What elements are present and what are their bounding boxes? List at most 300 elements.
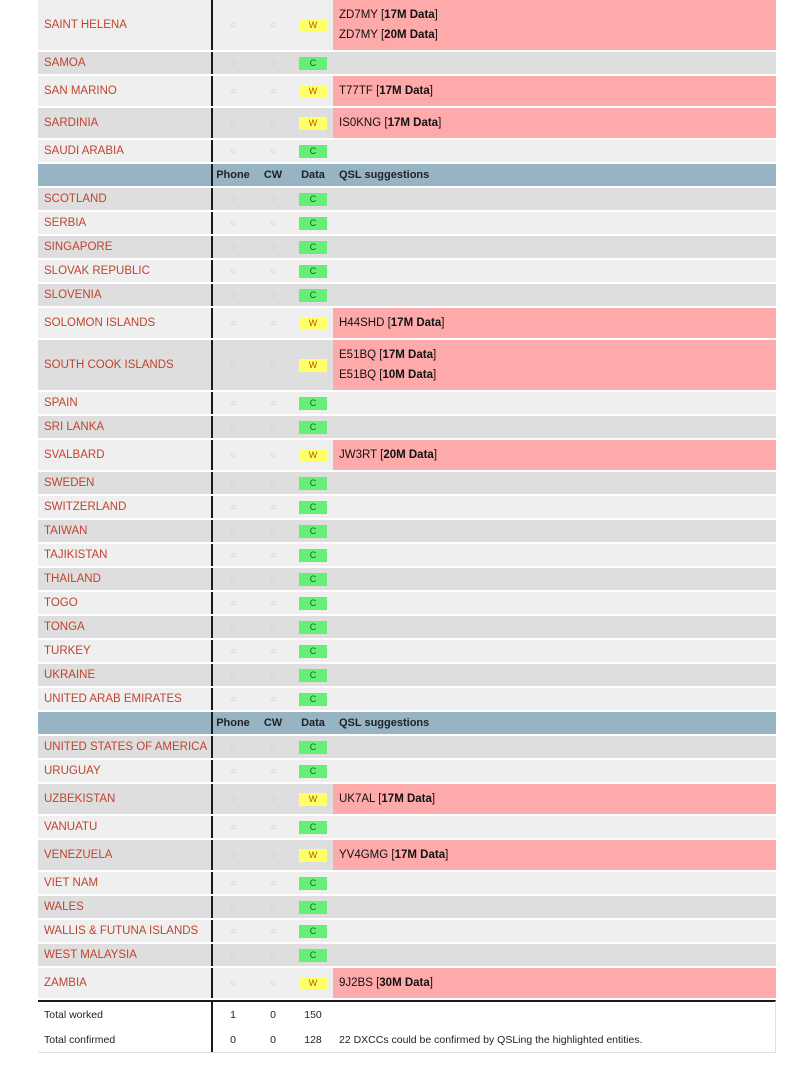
phone-status: ○ bbox=[211, 472, 253, 494]
qsl-suggestion bbox=[339, 369, 436, 381]
bracket: [ bbox=[377, 29, 385, 42]
data-status-cell bbox=[293, 616, 333, 638]
total-worked-cw: 0 bbox=[253, 1002, 293, 1027]
phone-status: ○ bbox=[211, 568, 253, 590]
cw-status: ○ bbox=[253, 0, 293, 50]
entity-name[interactable]: SLOVENIA bbox=[38, 284, 211, 306]
confirmed-badge: C bbox=[299, 549, 327, 562]
qsl-suggestions bbox=[333, 640, 776, 662]
confirmed-badge: C bbox=[299, 421, 327, 434]
qsl-callsign: E51BQ bbox=[339, 348, 377, 361]
bracket: ] bbox=[438, 117, 442, 129]
qsl-summary-note: 22 DXCCs could be confirmed by QSLing the highlighted entities. bbox=[333, 1027, 775, 1052]
table-row bbox=[38, 736, 776, 760]
data-status-cell bbox=[293, 944, 333, 966]
qsl-suggestion bbox=[339, 317, 444, 329]
phone-status: ○ bbox=[211, 188, 253, 210]
entity-name[interactable]: VANUATU bbox=[38, 816, 211, 838]
phone-status: ○ bbox=[211, 0, 253, 50]
confirmed-badge: C bbox=[299, 525, 327, 538]
column-header-data: Data bbox=[293, 712, 333, 734]
qsl-suggestion bbox=[339, 849, 448, 861]
qsl-band-mode: 20M Data bbox=[383, 449, 434, 461]
qsl-band-mode: 10M Data bbox=[382, 369, 433, 382]
table-row bbox=[38, 392, 776, 416]
qsl-callsign: ZD7MY bbox=[339, 29, 378, 42]
bracket: ] bbox=[434, 29, 438, 42]
phone-status: ○ bbox=[211, 664, 253, 686]
column-header-phone: Phone bbox=[211, 712, 253, 734]
qsl-suggestions bbox=[333, 308, 776, 338]
data-status-cell bbox=[293, 0, 333, 50]
data-status-cell bbox=[293, 896, 333, 918]
phone-status: ○ bbox=[211, 308, 253, 338]
phone-status: ○ bbox=[211, 920, 253, 942]
confirmed-badge: C bbox=[299, 573, 327, 586]
qsl-suggestions bbox=[333, 816, 776, 838]
cw-status: ○ bbox=[253, 416, 293, 438]
qsl-suggestions bbox=[333, 944, 776, 966]
table-row bbox=[38, 212, 776, 236]
confirmed-badge: C bbox=[299, 669, 327, 682]
data-status-cell bbox=[293, 872, 333, 894]
column-header-data: Data bbox=[293, 164, 333, 186]
entity-name[interactable]: SERBIA bbox=[38, 212, 211, 234]
data-status-cell bbox=[293, 188, 333, 210]
table-row bbox=[38, 472, 776, 496]
qsl-suggestions bbox=[333, 212, 776, 234]
phone-status: ○ bbox=[211, 52, 253, 74]
phone-status: ○ bbox=[211, 76, 253, 106]
phone-status: ○ bbox=[211, 440, 253, 470]
qsl-callsign: T77TF bbox=[339, 85, 373, 97]
phone-status: ○ bbox=[211, 212, 253, 234]
total-confirmed-data: 128 bbox=[293, 1027, 333, 1052]
worked-badge: W bbox=[299, 117, 327, 130]
confirmed-badge: C bbox=[299, 501, 327, 514]
cw-status: ○ bbox=[253, 760, 293, 782]
column-header-qsl: QSL suggestions bbox=[333, 712, 776, 734]
data-status-cell bbox=[293, 520, 333, 542]
qsl-band-mode: 17M Data bbox=[379, 85, 430, 97]
phone-status: ○ bbox=[211, 968, 253, 998]
cw-status: ○ bbox=[253, 260, 293, 282]
data-status-cell bbox=[293, 260, 333, 282]
cw-status: ○ bbox=[253, 968, 293, 998]
confirmed-badge: C bbox=[299, 289, 327, 302]
data-status-cell bbox=[293, 308, 333, 338]
cw-status: ○ bbox=[253, 340, 293, 390]
phone-status: ○ bbox=[211, 496, 253, 518]
data-status-cell bbox=[293, 544, 333, 566]
cw-status: ○ bbox=[253, 440, 293, 470]
qsl-suggestions bbox=[333, 664, 776, 686]
bracket: ] bbox=[429, 85, 433, 97]
phone-status: ○ bbox=[211, 392, 253, 414]
bracket: ] bbox=[432, 369, 437, 382]
cw-status: ○ bbox=[253, 688, 293, 710]
data-status-cell bbox=[293, 784, 333, 814]
entity-name[interactable]: UNITED ARAB EMIRATES bbox=[38, 688, 211, 710]
qsl-suggestions bbox=[333, 968, 776, 998]
worked-badge: W bbox=[299, 359, 327, 372]
table-row bbox=[38, 944, 776, 968]
qsl-suggestions bbox=[333, 140, 776, 162]
entity-name[interactable]: SARDINIA bbox=[38, 108, 211, 138]
cw-status: ○ bbox=[253, 592, 293, 614]
table-row bbox=[38, 640, 776, 664]
entity-name[interactable]: SWITZERLAND bbox=[38, 496, 211, 518]
total-confirmed-cw: 0 bbox=[253, 1027, 293, 1052]
phone-status: ○ bbox=[211, 840, 253, 870]
qsl-suggestion bbox=[339, 793, 435, 805]
qsl-callsign: ZD7MY bbox=[339, 8, 378, 21]
cw-status: ○ bbox=[253, 284, 293, 306]
phone-status: ○ bbox=[211, 896, 253, 918]
confirmed-badge: C bbox=[299, 693, 327, 706]
phone-status: ○ bbox=[211, 340, 253, 390]
table-row bbox=[38, 760, 776, 784]
qsl-band-mode: 17M Data bbox=[390, 317, 442, 329]
cw-status: ○ bbox=[253, 108, 293, 138]
entity-name[interactable]: SAUDI ARABIA bbox=[38, 140, 211, 162]
phone-status: ○ bbox=[211, 736, 253, 758]
data-status-cell bbox=[293, 212, 333, 234]
bracket: [ bbox=[384, 317, 391, 329]
entity-name[interactable]: UNITED STATES OF AMERICA bbox=[38, 736, 211, 758]
confirmed-badge: C bbox=[299, 265, 327, 278]
data-status-cell bbox=[293, 108, 333, 138]
qsl-suggestion bbox=[339, 85, 433, 97]
entity-name[interactable]: SAINT HELENA bbox=[38, 0, 211, 50]
data-status-cell bbox=[293, 920, 333, 942]
entity-name[interactable]: THAILAND bbox=[38, 568, 211, 590]
data-status-cell bbox=[293, 472, 333, 494]
qsl-suggestions bbox=[333, 236, 776, 258]
table-row bbox=[38, 140, 776, 164]
cw-status: ○ bbox=[253, 616, 293, 638]
entity-name[interactable]: SAN MARINO bbox=[38, 76, 211, 106]
entity-name[interactable]: SOLOMON ISLANDS bbox=[38, 308, 211, 338]
cw-status: ○ bbox=[253, 896, 293, 918]
cw-status: ○ bbox=[253, 472, 293, 494]
entity-name[interactable]: SAMOA bbox=[38, 52, 211, 74]
cw-status: ○ bbox=[253, 640, 293, 662]
qsl-suggestions bbox=[333, 920, 776, 942]
entity-name[interactable]: TONGA bbox=[38, 616, 211, 638]
data-status-cell bbox=[293, 392, 333, 414]
qsl-suggestions bbox=[333, 840, 776, 870]
entity-name[interactable]: SVALBARD bbox=[38, 440, 211, 470]
qsl-suggestions bbox=[333, 736, 776, 758]
qsl-callsign: JW3RT bbox=[339, 449, 377, 461]
qsl-suggestion bbox=[339, 977, 433, 989]
total-confirmed-row bbox=[38, 1027, 775, 1052]
entity-name[interactable]: SRI LANKA bbox=[38, 416, 211, 438]
qsl-band-mode: 20M Data bbox=[384, 29, 435, 42]
data-status-cell bbox=[293, 816, 333, 838]
entity-name[interactable]: VIET NAM bbox=[38, 872, 211, 894]
qsl-suggestions bbox=[333, 568, 776, 590]
entity-name[interactable]: UZBEKISTAN bbox=[38, 784, 211, 814]
qsl-suggestions bbox=[333, 896, 776, 918]
cw-status: ○ bbox=[253, 664, 293, 686]
qsl-callsign: E51BQ bbox=[339, 369, 377, 382]
data-status-cell bbox=[293, 76, 333, 106]
cw-status: ○ bbox=[253, 736, 293, 758]
entity-name[interactable]: ZAMBIA bbox=[38, 968, 211, 998]
data-status-cell bbox=[293, 736, 333, 758]
total-confirmed-phone: 0 bbox=[211, 1027, 253, 1052]
worked-badge: W bbox=[299, 85, 327, 98]
confirmed-badge: C bbox=[299, 741, 327, 754]
bracket: [ bbox=[377, 8, 385, 21]
table-row bbox=[38, 236, 776, 260]
entity-name[interactable]: SOUTH COOK ISLANDS bbox=[38, 340, 211, 390]
table-row bbox=[38, 592, 776, 616]
data-status-cell bbox=[293, 284, 333, 306]
worked-badge: W bbox=[299, 977, 327, 990]
phone-status: ○ bbox=[211, 260, 253, 282]
qsl-callsign: IS0KNG bbox=[339, 117, 382, 129]
table-row bbox=[38, 260, 776, 284]
cw-status: ○ bbox=[253, 140, 293, 162]
table-row bbox=[38, 840, 776, 872]
phone-status: ○ bbox=[211, 688, 253, 710]
table-row bbox=[38, 520, 776, 544]
entity-name[interactable]: TURKEY bbox=[38, 640, 211, 662]
table-row bbox=[38, 896, 776, 920]
entity-name[interactable]: WALES bbox=[38, 896, 211, 918]
qsl-suggestions bbox=[333, 340, 776, 390]
phone-status: ○ bbox=[211, 640, 253, 662]
confirmed-badge: C bbox=[299, 193, 327, 206]
bracket: ] bbox=[441, 317, 445, 329]
cw-status: ○ bbox=[253, 76, 293, 106]
total-worked-row bbox=[38, 1002, 775, 1027]
phone-status: ○ bbox=[211, 760, 253, 782]
entity-name[interactable]: TAIWAN bbox=[38, 520, 211, 542]
qsl-suggestions bbox=[333, 520, 776, 542]
entity-name[interactable]: UKRAINE bbox=[38, 664, 211, 686]
bracket: ] bbox=[433, 449, 438, 461]
bracket: ] bbox=[434, 8, 438, 21]
qsl-suggestions bbox=[333, 872, 776, 894]
qsl-suggestions bbox=[333, 0, 776, 50]
cw-status: ○ bbox=[253, 188, 293, 210]
qsl-band-mode: 17M Data bbox=[382, 348, 433, 361]
confirmed-badge: C bbox=[299, 901, 327, 914]
phone-status: ○ bbox=[211, 108, 253, 138]
qsl-suggestions bbox=[333, 108, 776, 138]
qsl-suggestion bbox=[339, 9, 438, 21]
table-body bbox=[38, 0, 776, 1000]
cw-status: ○ bbox=[253, 920, 293, 942]
worked-badge: W bbox=[299, 449, 327, 462]
table-row bbox=[38, 872, 776, 896]
confirmed-badge: C bbox=[299, 765, 327, 778]
bracket: ] bbox=[445, 849, 449, 861]
data-status-cell bbox=[293, 640, 333, 662]
qsl-callsign: UK7AL bbox=[339, 793, 376, 805]
qsl-callsign: H44SHD bbox=[339, 317, 385, 329]
qsl-suggestions bbox=[333, 416, 776, 438]
table-row bbox=[38, 784, 776, 816]
confirmed-badge: C bbox=[299, 877, 327, 890]
qsl-suggestions bbox=[333, 260, 776, 282]
worked-badge: W bbox=[299, 317, 327, 330]
entity-name[interactable]: SPAIN bbox=[38, 392, 211, 414]
cw-status: ○ bbox=[253, 840, 293, 870]
table-header-row bbox=[38, 712, 776, 736]
qsl-suggestions bbox=[333, 284, 776, 306]
confirmed-badge: C bbox=[299, 57, 327, 70]
entity-name[interactable]: SLOVAK REPUBLIC bbox=[38, 260, 211, 282]
entity-name[interactable]: VENEZUELA bbox=[38, 840, 211, 870]
confirmed-badge: C bbox=[299, 145, 327, 158]
cw-status: ○ bbox=[253, 392, 293, 414]
bracket: [ bbox=[376, 369, 383, 382]
phone-status: ○ bbox=[211, 416, 253, 438]
qsl-band-mode: 17M Data bbox=[381, 793, 432, 805]
bracket: ] bbox=[432, 348, 437, 361]
confirmed-badge: C bbox=[299, 477, 327, 490]
confirmed-badge: C bbox=[299, 597, 327, 610]
qsl-suggestions bbox=[333, 544, 776, 566]
bracket: [ bbox=[388, 849, 395, 861]
column-header-qsl: QSL suggestions bbox=[333, 164, 776, 186]
data-status-cell bbox=[293, 664, 333, 686]
confirmed-badge: C bbox=[299, 949, 327, 962]
entity-name[interactable]: SCOTLAND bbox=[38, 188, 211, 210]
bracket: [ bbox=[372, 977, 380, 989]
table-row bbox=[38, 616, 776, 640]
table-row bbox=[38, 188, 776, 212]
phone-status: ○ bbox=[211, 816, 253, 838]
phone-status: ○ bbox=[211, 520, 253, 542]
table-row bbox=[38, 544, 776, 568]
data-status-cell bbox=[293, 840, 333, 870]
bracket: ] bbox=[429, 977, 433, 989]
qsl-band-mode: 17M Data bbox=[384, 8, 435, 21]
entity-name[interactable]: SWEDEN bbox=[38, 472, 211, 494]
table-row bbox=[38, 440, 776, 472]
qsl-suggestion bbox=[339, 29, 438, 41]
bracket: [ bbox=[372, 85, 380, 97]
cw-status: ○ bbox=[253, 568, 293, 590]
table-row bbox=[38, 76, 776, 108]
table-row bbox=[38, 52, 776, 76]
confirmed-badge: C bbox=[299, 397, 327, 410]
qsl-band-mode: 17M Data bbox=[387, 117, 439, 129]
data-status-cell bbox=[293, 968, 333, 998]
entity-name[interactable]: WEST MALAYSIA bbox=[38, 944, 211, 966]
data-status-cell bbox=[293, 760, 333, 782]
total-worked-data: 150 bbox=[293, 1002, 333, 1027]
table-row bbox=[38, 416, 776, 440]
confirmed-badge: C bbox=[299, 241, 327, 254]
qsl-suggestions bbox=[333, 76, 776, 106]
data-status-cell bbox=[293, 592, 333, 614]
qsl-suggestions bbox=[333, 616, 776, 638]
data-status-cell bbox=[293, 140, 333, 162]
phone-status: ○ bbox=[211, 944, 253, 966]
qsl-suggestions bbox=[333, 784, 776, 814]
cw-status: ○ bbox=[253, 544, 293, 566]
confirmed-badge: C bbox=[299, 925, 327, 938]
phone-status: ○ bbox=[211, 592, 253, 614]
column-header-cw: CW bbox=[253, 712, 293, 734]
qsl-suggestions bbox=[333, 760, 776, 782]
table-row bbox=[38, 0, 776, 52]
cw-status: ○ bbox=[253, 816, 293, 838]
total-worked-label: Total worked bbox=[38, 1002, 211, 1027]
bracket: [ bbox=[376, 348, 383, 361]
table-row bbox=[38, 688, 776, 712]
total-worked-phone: 1 bbox=[211, 1002, 253, 1027]
phone-status: ○ bbox=[211, 784, 253, 814]
totals-section bbox=[38, 1000, 776, 1053]
data-status-cell bbox=[293, 52, 333, 74]
qsl-suggestions bbox=[333, 472, 776, 494]
confirmed-badge: C bbox=[299, 217, 327, 230]
table-row bbox=[38, 920, 776, 944]
entity-name[interactable]: SINGAPORE bbox=[38, 236, 211, 258]
qsl-suggestion bbox=[339, 117, 441, 129]
entity-name[interactable]: URUGUAY bbox=[38, 760, 211, 782]
data-status-cell bbox=[293, 440, 333, 470]
cw-status: ○ bbox=[253, 308, 293, 338]
dxcc-table bbox=[38, 0, 776, 1053]
bracket: ] bbox=[431, 793, 436, 805]
qsl-suggestions bbox=[333, 52, 776, 74]
header-blank-cell bbox=[38, 164, 211, 186]
data-status-cell bbox=[293, 416, 333, 438]
confirmed-badge: C bbox=[299, 821, 327, 834]
confirmed-badge: C bbox=[299, 645, 327, 658]
qsl-band-mode: 30M Data bbox=[379, 977, 430, 989]
data-status-cell bbox=[293, 340, 333, 390]
table-row bbox=[38, 284, 776, 308]
data-status-cell bbox=[293, 236, 333, 258]
entity-name[interactable]: WALLIS & FUTUNA ISLANDS bbox=[38, 920, 211, 942]
cw-status: ○ bbox=[253, 496, 293, 518]
cw-status: ○ bbox=[253, 52, 293, 74]
table-row bbox=[38, 968, 776, 1000]
table-row bbox=[38, 108, 776, 140]
column-header-phone: Phone bbox=[211, 164, 253, 186]
data-status-cell bbox=[293, 496, 333, 518]
entity-name[interactable]: TAJIKISTAN bbox=[38, 544, 211, 566]
qsl-callsign: YV4GMG bbox=[339, 849, 389, 861]
qsl-suggestions bbox=[333, 496, 776, 518]
total-worked-note bbox=[333, 1002, 775, 1027]
bracket: [ bbox=[381, 117, 388, 129]
phone-status: ○ bbox=[211, 236, 253, 258]
entity-name[interactable]: TOGO bbox=[38, 592, 211, 614]
qsl-suggestion bbox=[339, 449, 437, 461]
qsl-band-mode: 17M Data bbox=[394, 849, 446, 861]
cw-status: ○ bbox=[253, 236, 293, 258]
bracket: [ bbox=[376, 449, 384, 461]
column-header-cw: CW bbox=[253, 164, 293, 186]
phone-status: ○ bbox=[211, 140, 253, 162]
worked-badge: W bbox=[299, 793, 327, 806]
data-status-cell bbox=[293, 568, 333, 590]
cw-status: ○ bbox=[253, 784, 293, 814]
table-row bbox=[38, 496, 776, 520]
table-header-row bbox=[38, 164, 776, 188]
